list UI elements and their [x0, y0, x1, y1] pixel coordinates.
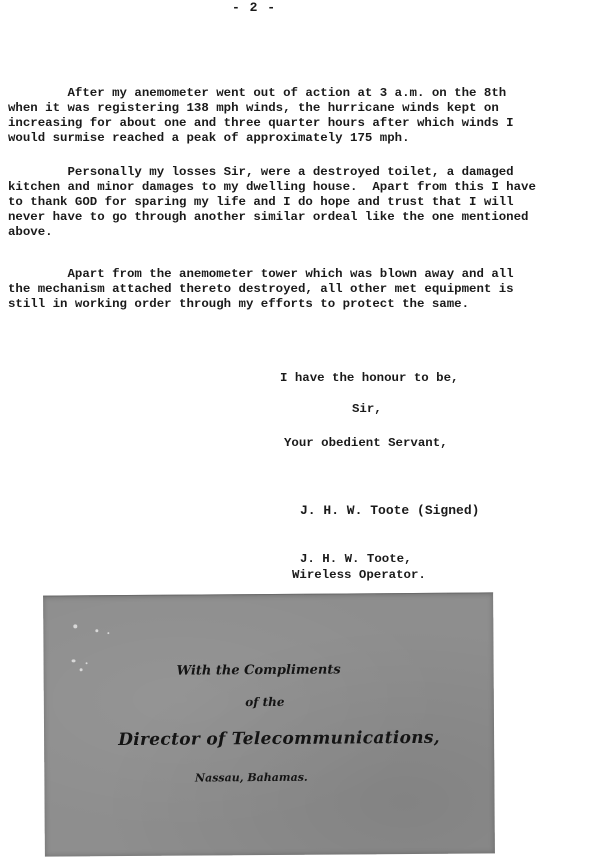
- closing-servant: Your obedient Servant,: [284, 436, 448, 450]
- paragraph-line: would surmise reached a peak of approximately 175 mph.: [8, 131, 410, 145]
- card-of-the-line: of the: [245, 694, 285, 710]
- paragraph-line: Personally my losses Sir, were a destroyed toilet, a damaged: [8, 165, 514, 179]
- paragraph-equipment: [8, 267, 588, 312]
- paragraph-line: never have to go through another similar ordeal like the one mentioned: [8, 210, 529, 224]
- card-blemish: [95, 629, 98, 632]
- paragraph-line: above.: [8, 225, 53, 239]
- closing-honour: I have the honour to be,: [280, 371, 459, 385]
- paragraph-losses: [8, 165, 588, 240]
- card-location-line: Nassau, Bahamas.: [194, 770, 308, 785]
- paragraph-line: still in working order through my efforts to protect the same.: [8, 297, 470, 311]
- card-blemish: [107, 632, 109, 634]
- card-blemish: [72, 659, 76, 662]
- card-director-line: Director of Telecommunications,: [118, 727, 441, 751]
- signatory-title: Wireless Operator.: [292, 568, 426, 582]
- signatory-name: J. H. W. Toote,: [300, 552, 412, 566]
- paragraph-anemometer: [8, 86, 588, 146]
- paragraph-line: Apart from the anemometer tower which was blown away and all: [8, 267, 514, 281]
- card-blemish: [73, 624, 77, 628]
- compliments-card: [43, 592, 495, 856]
- page-number: - 2 -: [232, 0, 277, 15]
- paragraph-line: increasing for about one and three quarter hours after which winds I: [8, 116, 514, 130]
- paragraph-line: to thank GOD for sparing my life and I do hope and trust that I will: [8, 195, 514, 209]
- signature-signed: J. H. W. Toote (Signed): [300, 503, 480, 518]
- paragraph-line: kitchen and minor damages to my dwelling house. Apart from this I have: [8, 180, 536, 194]
- closing-salutation: Sir,: [352, 402, 382, 416]
- paragraph-line: the mechanism attached thereto destroyed, all other met equipment is: [8, 282, 514, 296]
- paragraph-line: when it was registering 138 mph winds, the hurricane winds kept on: [8, 101, 499, 115]
- paragraph-line: After my anemometer went out of action at 3 a.m. on the 8th: [8, 86, 507, 100]
- card-compliments-line: With the Compliments: [176, 662, 341, 679]
